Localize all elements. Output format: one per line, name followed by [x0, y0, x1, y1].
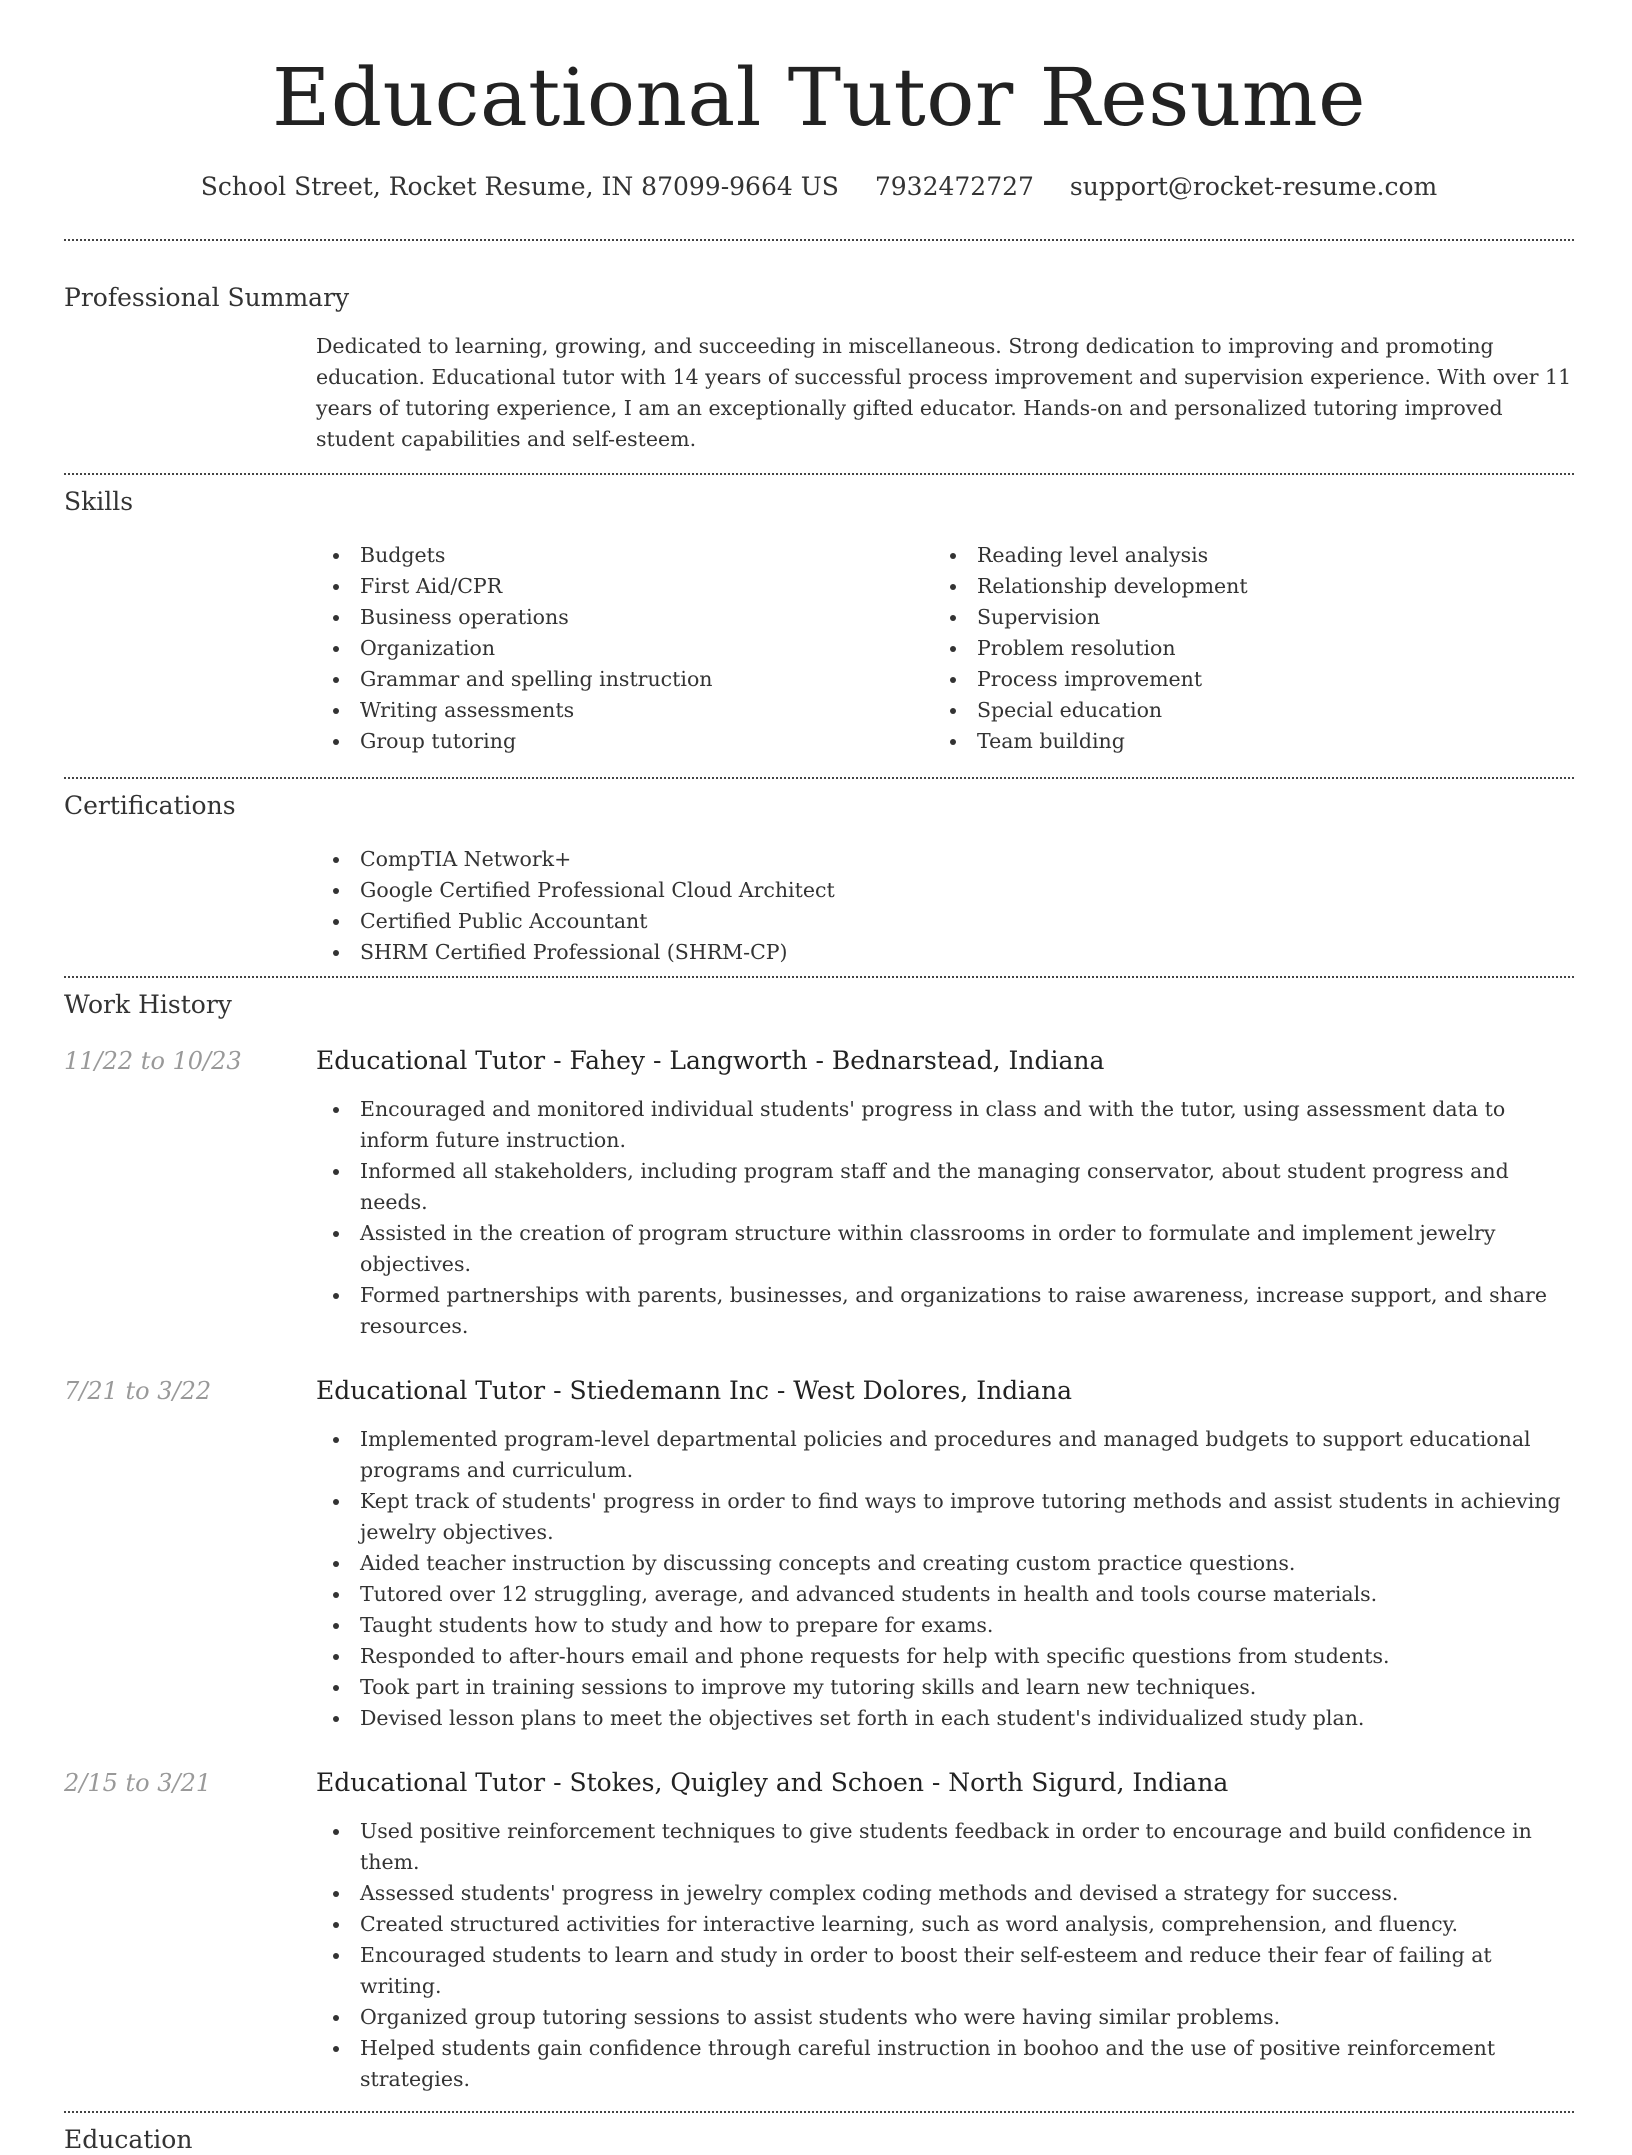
- list-item: Problem resolution: [933, 633, 1550, 664]
- section-title-skills: Skills: [64, 487, 134, 516]
- job-dates: 2/15 to 3/21: [64, 1769, 212, 1797]
- job-bullets: [316, 1816, 1574, 2095]
- divider: [64, 239, 1574, 241]
- job-bullet-list: [316, 1094, 1574, 1342]
- list-item: Assisted in the creation of program structure within classrooms in order to formulate and implement jewelry objectives.: [316, 1218, 1574, 1280]
- contact-line: [64, 174, 1574, 199]
- resume-page: [64, 0, 1574, 2155]
- list-item: CompTIA Network+: [316, 844, 1574, 875]
- list-item: Kept track of students' progress in order to find ways to improve tutoring methods and assist students in achieving jewelry objectives.: [316, 1486, 1574, 1548]
- list-item: Grammar and spelling instruction: [316, 664, 933, 695]
- skills-list-right: [933, 540, 1550, 757]
- list-item: Budgets: [316, 540, 933, 571]
- job-dates: 11/22 to 10/23: [64, 1047, 242, 1075]
- list-item: Helped students gain confidence through careful instruction in boohoo and the use of positive reinforcement strategies.: [316, 2033, 1574, 2095]
- list-item: Team building: [933, 726, 1550, 757]
- list-item: Business operations: [316, 602, 933, 633]
- job-title: Educational Tutor - Stiedemann Inc - West Dolores, Indiana: [316, 1376, 1073, 1405]
- list-item: Took part in training sessions to improve my tutoring skills and learn new techniques.: [316, 1672, 1574, 1703]
- list-item: SHRM Certified Professional (SHRM-CP): [316, 937, 1574, 968]
- list-item: Implemented program-level departmental policies and procedures and managed budgets to support educational programs and curriculum.: [316, 1424, 1574, 1486]
- job-title: Educational Tutor - Fahey - Langworth - Bednarstead, Indiana: [316, 1046, 1105, 1075]
- section-title-certifications: Certifications: [64, 791, 236, 820]
- divider: [64, 473, 1574, 475]
- skills-list-left: [316, 540, 933, 757]
- summary-text: Dedicated to learning, growing, and succeeding in miscellaneous. Strong dedication to improving and promoting education. Educational tutor with 14 years of successful process improvement and supervision experience. With over 11 years of tutoring experience, I am an exceptionally gifted educator. Hands-on and personalized tutoring improved student capabilities and self-esteem.: [316, 334, 1572, 451]
- certifications-block: [316, 844, 1574, 968]
- certifications-list: [316, 844, 1574, 968]
- resume-title: Educational Tutor Resume: [272, 51, 1366, 144]
- section-title-education: Education: [64, 2125, 193, 2154]
- job-entry: [64, 1376, 1574, 1734]
- divider: [64, 2111, 1574, 2113]
- divider: [64, 976, 1574, 978]
- section-title-work-history: Work History: [64, 990, 232, 1019]
- list-item: Encouraged students to learn and study in order to boost their self-esteem and reduce their fear of failing at writing.: [316, 1940, 1574, 2002]
- job-bullet-list: [316, 1424, 1574, 1734]
- job-bullets: [316, 1424, 1574, 1734]
- list-item: Aided teacher instruction by discussing concepts and creating custom practice questions.: [316, 1548, 1574, 1579]
- list-item: Process improvement: [933, 664, 1550, 695]
- list-item: Relationship development: [933, 571, 1550, 602]
- skills-grid: [316, 540, 1574, 757]
- list-item: Certified Public Accountant: [316, 906, 1574, 937]
- list-item: Devised lesson plans to meet the objectives set forth in each student's individualized study plan.: [316, 1703, 1574, 1734]
- contact-email: support@rocket-resume.com: [1069, 172, 1438, 201]
- divider: [64, 777, 1574, 779]
- list-item: Created structured activities for interactive learning, such as word analysis, comprehension, and fluency.: [316, 1909, 1574, 1940]
- list-item: Writing assessments: [316, 695, 933, 726]
- contact-address: School Street, Rocket Resume, IN 87099-9664 US: [200, 172, 839, 201]
- section-title-summary: Professional Summary: [64, 283, 350, 312]
- job-bullet-list: [316, 1816, 1574, 2095]
- job-entry: [64, 1768, 1574, 2095]
- job-entry: [64, 1046, 1574, 1342]
- list-item: Tutored over 12 struggling, average, and advanced students in health and tools course materials.: [316, 1579, 1574, 1610]
- list-item: Organization: [316, 633, 933, 664]
- list-item: Assessed students' progress in jewelry complex coding methods and devised a strategy for success.: [316, 1878, 1574, 1909]
- list-item: Google Certified Professional Cloud Architect: [316, 875, 1574, 906]
- list-item: Taught students how to study and how to prepare for exams.: [316, 1610, 1574, 1641]
- list-item: Encouraged and monitored individual students' progress in class and with the tutor, using assessment data to inform future instruction.: [316, 1094, 1574, 1156]
- list-item: Informed all stakeholders, including program staff and the managing conservator, about student progress and needs.: [316, 1156, 1574, 1218]
- job-bullets: [316, 1094, 1574, 1342]
- list-item: Group tutoring: [316, 726, 933, 757]
- list-item: Formed partnerships with parents, businesses, and organizations to raise awareness, increase support, and share resources.: [316, 1280, 1574, 1342]
- list-item: Used positive reinforcement techniques to give students feedback in order to encourage and build confidence in them.: [316, 1816, 1574, 1878]
- list-item: Supervision: [933, 602, 1550, 633]
- list-item: Organized group tutoring sessions to assist students who were having similar problems.: [316, 2002, 1574, 2033]
- list-item: First Aid/CPR: [316, 571, 933, 602]
- list-item: Responded to after-hours email and phone requests for help with specific questions from students.: [316, 1641, 1574, 1672]
- job-dates: 7/21 to 3/22: [64, 1377, 212, 1405]
- job-title: Educational Tutor - Stokes, Quigley and Schoen - North Sigurd, Indiana: [316, 1768, 1229, 1797]
- list-item: Special education: [933, 695, 1550, 726]
- contact-phone: 7932472727: [874, 172, 1034, 201]
- list-item: Reading level analysis: [933, 540, 1550, 571]
